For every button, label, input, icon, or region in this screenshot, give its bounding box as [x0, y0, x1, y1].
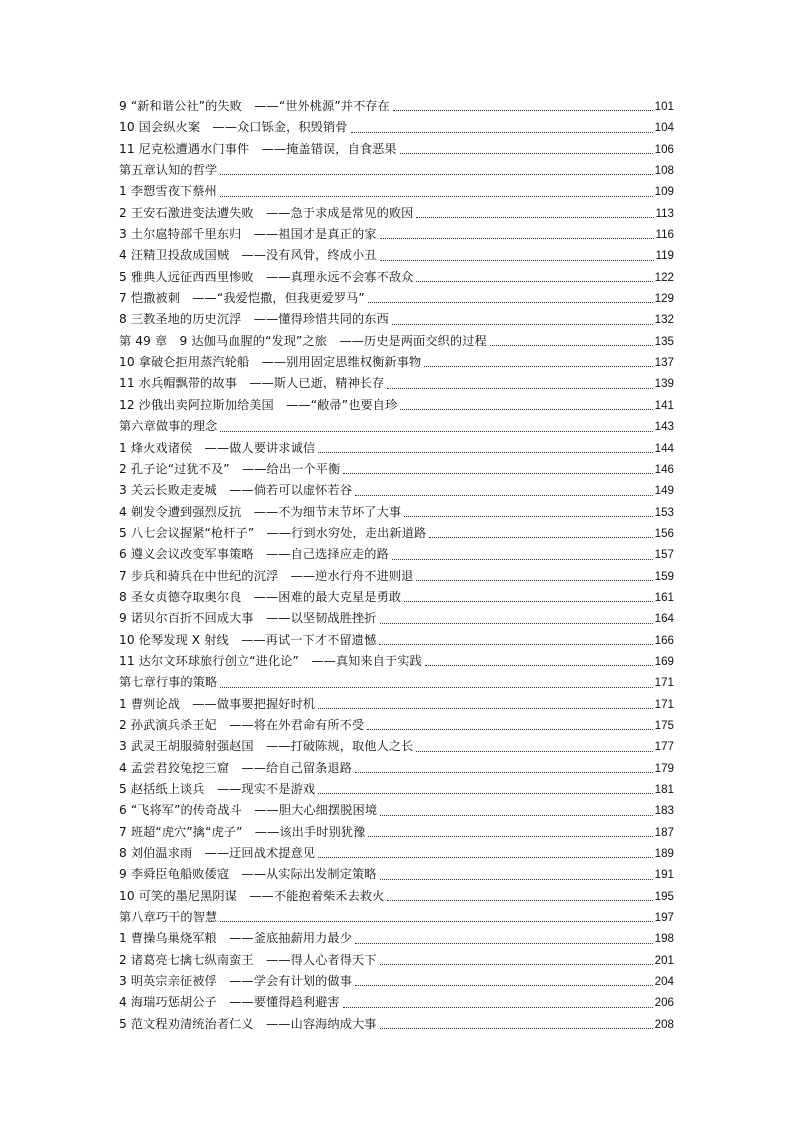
toc-entry-title: 2 孙武演兵杀王妃 ——将在外君命有所不受	[119, 717, 365, 732]
toc-entry-title: 1 曹刿论战 ——做事要把握好时机	[119, 696, 316, 711]
toc-page-number: 161	[654, 590, 674, 604]
toc-page-number: 206	[654, 996, 674, 1010]
toc-page-number: 171	[654, 676, 674, 690]
toc-entry[interactable]	[119, 928, 674, 949]
toc-page-number: 129	[654, 292, 674, 306]
toc-page-number: 139	[654, 377, 674, 391]
toc-page-number: 164	[654, 612, 674, 626]
toc-page-number: 106	[654, 142, 674, 156]
toc-page-number: 197	[654, 911, 674, 925]
dot-leader	[355, 942, 653, 944]
toc-entry-title: 3 土尔扈特部千里东归 ——祖国才是真正的家	[119, 227, 377, 242]
toc-entry[interactable]	[119, 373, 674, 394]
toc-entry-title: 第八章巧干的智慧	[119, 910, 218, 925]
toc-entry[interactable]	[119, 416, 674, 437]
toc-page-number: 132	[654, 313, 674, 327]
toc-entry[interactable]	[119, 864, 674, 885]
dot-leader	[351, 131, 653, 133]
toc-page-number: 157	[654, 548, 674, 562]
toc-page-number: 179	[654, 761, 674, 775]
dot-leader	[400, 408, 652, 410]
toc-entry[interactable]	[119, 331, 674, 352]
toc-entry-title: 1 李愬雪夜下蔡州	[119, 184, 217, 199]
toc-entry-title: 7 步兵和骑兵在中世纪的沉浮 ——逆水行舟不进则退	[119, 568, 414, 583]
dot-leader	[367, 728, 652, 730]
dot-leader	[318, 707, 653, 709]
dot-leader	[490, 344, 653, 346]
toc-entry[interactable]	[119, 630, 674, 651]
toc-entry[interactable]	[119, 822, 674, 843]
dot-leader	[380, 259, 654, 261]
dot-leader	[380, 814, 653, 816]
dot-leader	[220, 430, 652, 432]
toc-entry-title: 第 49 章 9 达伽马血腥的“发现”之旅 ——历史是两面交织的过程	[119, 333, 487, 348]
toc-page-number: 187	[654, 825, 674, 839]
dot-leader	[387, 387, 652, 389]
dot-leader	[355, 984, 653, 986]
toc-entry[interactable]	[119, 992, 674, 1013]
toc-entry-title: 3 武灵王胡服骑射强赵国 ——打破陈规，取他人之长	[119, 739, 414, 754]
toc-entry[interactable]	[119, 758, 674, 779]
dot-leader	[416, 579, 652, 581]
dot-leader	[380, 622, 653, 624]
toc-entry[interactable]	[119, 971, 674, 992]
toc-entry-title: 11 尼克松遭遇水门事件 ——掩盖错误，自食恶果	[119, 141, 397, 156]
dot-leader	[416, 750, 652, 752]
dot-leader	[387, 899, 652, 901]
toc-entry-title: 第六章做事的理念	[119, 419, 218, 434]
toc-page-number: 153	[654, 505, 674, 519]
toc-entry[interactable]	[119, 480, 674, 501]
toc-page-number: 119	[655, 249, 674, 263]
dot-leader	[368, 835, 652, 837]
toc-entry-title: 5 雅典人远征西西里惨败 ——真理永远不会寡不敌众	[119, 269, 414, 284]
toc-entry[interactable]	[119, 267, 674, 288]
dot-leader	[379, 643, 652, 645]
dot-leader	[416, 280, 652, 282]
toc-page-number: 189	[654, 847, 674, 861]
toc-page-number: 177	[654, 740, 674, 754]
toc-page-number: 113	[655, 206, 674, 220]
toc-entry[interactable]	[119, 288, 674, 309]
toc-entry[interactable]	[119, 523, 674, 544]
toc-entry[interactable]	[119, 800, 674, 821]
toc-entry[interactable]	[119, 694, 674, 715]
toc-entry-title: 2 王安石激进变法遭失败 ——急于求成是常见的败因	[119, 205, 414, 220]
toc-entry[interactable]	[119, 736, 674, 757]
toc-entry[interactable]	[119, 352, 674, 373]
toc-entry[interactable]	[119, 672, 674, 693]
toc-page-number: 122	[654, 270, 674, 284]
toc-page-number: 198	[654, 932, 674, 946]
dot-leader	[380, 237, 654, 239]
toc-entry[interactable]	[119, 502, 674, 523]
dot-leader	[343, 472, 652, 474]
toc-entry-title: 2 诸葛亮七擒七纵南蛮王 ——得人心者得天下	[119, 952, 377, 967]
toc-entry-title: 2 孔子论“过犹不及” ——给出一个平衡	[119, 461, 341, 476]
toc-entry-title: 1 曹操乌巢烧军粮 ——釜底抽薪用力最少	[119, 931, 353, 946]
dot-leader	[392, 558, 653, 560]
toc-page-number: 137	[654, 356, 674, 370]
dot-leader	[220, 686, 652, 688]
toc-entry[interactable]	[119, 1014, 674, 1035]
toc-entry-title: 1 烽火戏诸侯 ——做人要讲求诚信	[119, 440, 316, 455]
toc-entry-title: 8 刘伯温求雨 ——迂回战术提意见	[119, 846, 316, 861]
toc-entry-title: 10 伦琴发现 X 射线 ——再试一下才不留遗憾	[119, 632, 377, 647]
dot-leader	[220, 920, 652, 922]
toc-entry-title: 3 关云长败走麦城 ——倘若可以虚怀若谷	[119, 483, 353, 498]
dot-leader	[404, 515, 653, 517]
dot-leader	[393, 109, 653, 111]
toc-entry-title: 6 遵义会议改变军事策略 ——自己选择应走的路	[119, 547, 389, 562]
toc-entry-title: 第七章行事的策略	[119, 675, 218, 690]
toc-page-number: 101	[654, 100, 674, 113]
dot-leader	[220, 195, 653, 197]
toc-page-number: 104	[654, 121, 674, 135]
toc-page-number: 149	[654, 484, 674, 498]
toc-page-number: 146	[654, 462, 674, 476]
toc-page-number: 108	[654, 164, 674, 178]
dot-leader	[368, 301, 653, 303]
toc-entry[interactable]	[119, 181, 674, 202]
toc-entry-title: 4 汪精卫投敌成国贼 ——没有风骨，终成小丑	[119, 248, 377, 263]
toc-entry[interactable]	[119, 139, 674, 160]
toc-page-number: 175	[654, 718, 674, 732]
toc-entry[interactable]	[119, 224, 674, 245]
toc-page-number: 171	[654, 697, 674, 711]
toc-page-number: 156	[654, 526, 674, 540]
toc-entry[interactable]	[119, 779, 674, 800]
toc-entry-title: 10 国会纵火案 ——众口铄金，积毁销骨	[119, 120, 348, 135]
toc-entry-title: 9 李舜臣龟船败倭寇 ——从实际出发制定策略	[119, 867, 377, 882]
toc-entry-title: 7 班超“虎穴”擒“虎子” ——该出手时别犹豫	[119, 824, 366, 839]
toc-entry-title: 8 圣女贞德夺取奥尔良 ——困难的最大克星是勇敢	[119, 589, 402, 604]
toc-entry-title: 12 沙俄出卖阿拉斯加给美国 ——“敝帚”也要自珍	[119, 397, 398, 412]
toc-entry[interactable]	[119, 566, 674, 587]
dot-leader	[355, 771, 653, 773]
toc-page-number: 166	[654, 633, 674, 647]
toc-entry[interactable]	[119, 203, 674, 224]
toc-page-number: 109	[654, 185, 674, 199]
toc-page-number: 141	[654, 398, 674, 412]
dot-leader	[220, 173, 652, 175]
toc-entry-title: 7 恺撒被刺 ——“我爱恺撒，但我更爱罗马”	[119, 291, 365, 306]
toc-entry-title: 10 拿破仑拒用蒸汽轮船 ——别用固定思维权衡新事物	[119, 355, 422, 370]
toc-entry-title: 11 达尔文环球旅行创立“进化论” ——真知来自于实践	[119, 653, 422, 668]
toc-page-number: 169	[654, 654, 674, 668]
dot-leader	[425, 664, 653, 666]
toc-entry[interactable]	[119, 907, 674, 928]
toc-page-number: 208	[654, 1017, 674, 1031]
toc-entry[interactable]	[119, 245, 674, 266]
toc-page-number: 191	[654, 868, 674, 882]
toc-entry[interactable]	[119, 715, 674, 736]
dot-leader	[318, 792, 653, 794]
dot-leader	[355, 494, 653, 496]
toc-entry-title: 3 明英宗亲征被俘 ——学会有计划的做事	[119, 974, 353, 989]
toc-page-number: 116	[655, 228, 674, 242]
toc-entry[interactable]	[119, 843, 674, 864]
toc-entry-title: 4 海瑞巧惩胡公子 ——要懂得趋利避害	[119, 995, 340, 1010]
dot-leader	[380, 963, 653, 965]
toc-entry-title: 10 可笑的墨尼黑阴谋 ——不能抱着柴禾去救火	[119, 888, 385, 903]
dot-leader	[429, 536, 652, 538]
toc-page-number: 135	[654, 334, 674, 348]
toc-entry-title: 11 水兵帽飘带的故事 ——斯人已逝，精神长存	[119, 376, 385, 391]
toc-entry[interactable]	[119, 309, 674, 330]
toc-entry[interactable]	[119, 587, 674, 608]
dot-leader	[343, 1006, 653, 1008]
dot-leader	[392, 323, 653, 325]
toc-entry[interactable]	[119, 544, 674, 565]
toc-entry[interactable]	[119, 608, 674, 629]
dot-leader	[380, 878, 653, 880]
dot-leader	[400, 152, 653, 154]
toc-entry[interactable]	[119, 950, 674, 971]
toc-entry[interactable]	[119, 160, 674, 181]
toc-entry-title: 8 三教圣地的历史沉浮 ——懂得珍惜共同的东西	[119, 312, 389, 327]
toc-entry-title: 4 剃发令遭到强烈反抗 ——不为细节末节坏了大事	[119, 504, 402, 519]
dot-leader	[404, 600, 653, 602]
toc-entry[interactable]	[119, 459, 674, 480]
toc-entry-title: 第五章认知的哲学	[119, 163, 218, 178]
dot-leader	[416, 216, 653, 218]
toc-entry[interactable]	[119, 438, 674, 459]
toc-page-number: 183	[654, 804, 674, 818]
toc-entry[interactable]	[119, 395, 674, 416]
table-of-contents	[119, 96, 674, 1035]
dot-leader	[424, 365, 652, 367]
toc-entry-title: 5 赵括纸上谈兵 ——现实不是游戏	[119, 782, 316, 796]
toc-page-number: 144	[654, 441, 674, 455]
toc-entry[interactable]	[119, 651, 674, 672]
toc-entry-title: 5 范文程劝清统治者仁义 ——山容海纳成大事	[119, 1016, 377, 1031]
toc-entry[interactable]	[119, 96, 674, 117]
dot-leader	[318, 451, 653, 453]
toc-page-number: 204	[654, 975, 674, 989]
toc-entry-title: 9 “新和谐公社”的失败 ——“世外桃源”并不存在	[119, 99, 390, 113]
toc-entry-title: 5 八七会议握紧“枪杆子” ——行到水穷处，走出新道路	[119, 525, 427, 540]
toc-page-number: 195	[654, 889, 674, 903]
dot-leader	[318, 856, 653, 858]
toc-page-number: 181	[654, 783, 674, 796]
toc-page-number: 143	[654, 420, 674, 434]
toc-entry-title: 9 诺贝尔百折不回成大事 ——以坚韧战胜挫折	[119, 611, 377, 626]
toc-entry[interactable]	[119, 886, 674, 907]
dot-leader	[380, 1027, 653, 1029]
toc-entry-title: 4 孟尝君狡兔挖三窟 ——给自己留条退路	[119, 760, 353, 775]
toc-page-number: 159	[654, 569, 674, 583]
toc-page-number: 201	[654, 953, 674, 967]
toc-entry[interactable]	[119, 117, 674, 138]
toc-entry-title: 6 “飞将军”的传奇战斗 ——胆大心细摆脱困境	[119, 803, 378, 818]
